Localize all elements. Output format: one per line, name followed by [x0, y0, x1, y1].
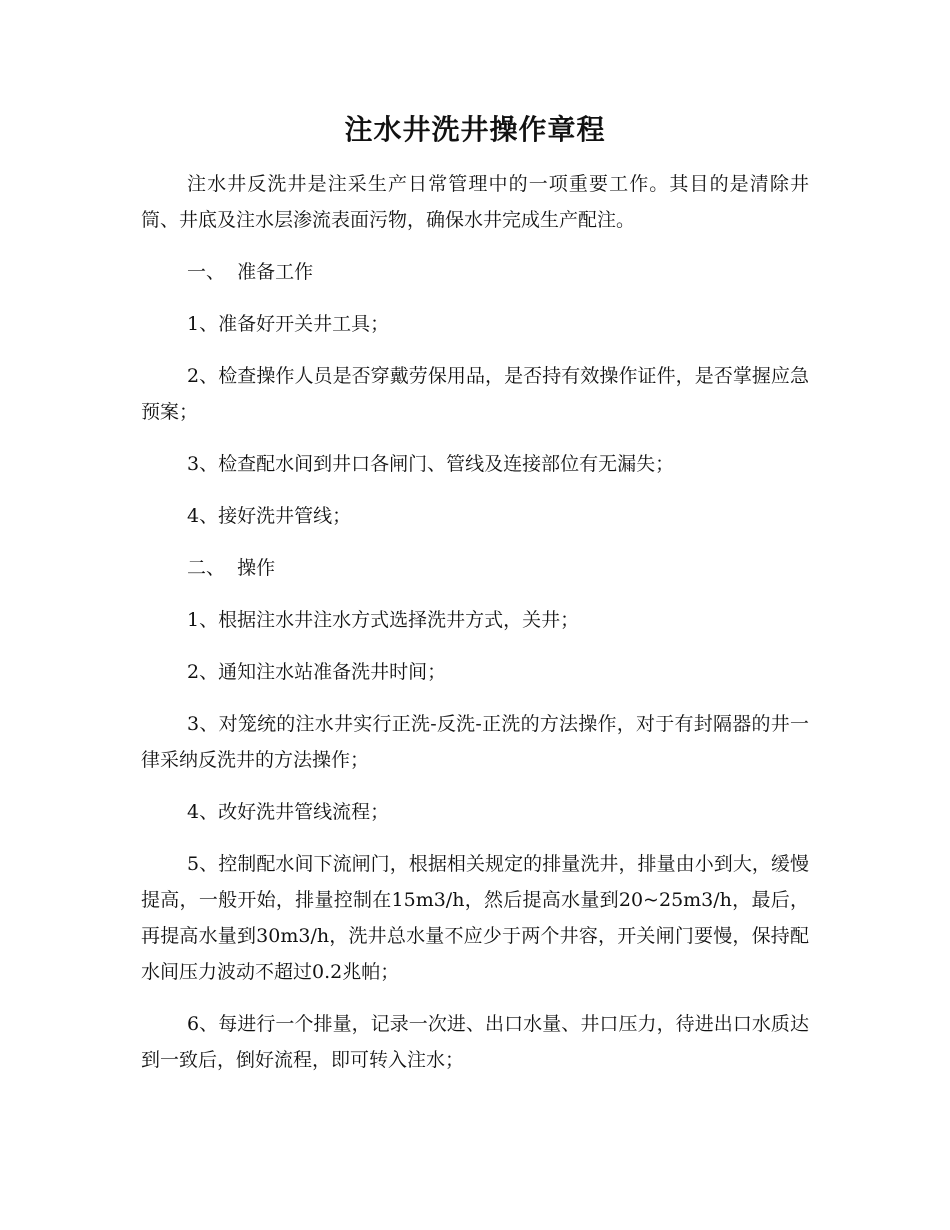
operation-step-2: 2、通知注水站准备洗井时间；	[187, 661, 447, 683]
document-body	[141, 166, 809, 1094]
intro-paragraph: 注水井反洗井是注采生产日常管理中的一项重要工作。其目的是清除井筒、井底及注水层渗流表面污物，确保水井完成生产配注。	[141, 173, 809, 231]
operation-step-4: 4、改好洗井管线流程；	[187, 801, 390, 823]
prep-step-3: 3、检查配水间到井口各闸门、管线及连接部位有无漏失；	[187, 453, 675, 475]
operation-step-6: 6、每进行一个排量，记录一次进、出口水量、井口压力，待进出口水质达到一致后，倒好流程，即可转入注水；	[141, 1013, 809, 1071]
operation-step-3: 3、对笼统的注水井实行正洗-反洗-正洗的方法操作，对于有封隔器的井一律采纳反洗井的方法操作；	[141, 713, 809, 771]
section-heading-operation: 二、 操作	[187, 557, 276, 579]
operation-step-5: 5、控制配水间下流闸门，根据相关规定的排量洗井，排量由小到大，缓慢提高，一般开始，排量控制在15m3/h，然后提高水量到20~25m3/h，最后，再提高水量到30m3/h，洗井总水量不应少于两个井容，开关闸门要慢，保持配水间压力波动不超过0.2兆帕；	[141, 853, 809, 983]
prep-step-4: 4、接好洗井管线；	[187, 505, 352, 527]
operation-step-1: 1、根据注水井注水方式选择洗井方式，关井；	[187, 609, 580, 631]
page-title: 注水井洗井操作章程	[344, 113, 606, 146]
prep-step-2: 2、检查操作人员是否穿戴劳保用品，是否持有效操作证件，是否掌握应急预案；	[141, 365, 809, 423]
section-heading-preparation: 一、 准备工作	[187, 261, 314, 283]
prep-step-1: 1、准备好开关井工具；	[187, 313, 390, 335]
